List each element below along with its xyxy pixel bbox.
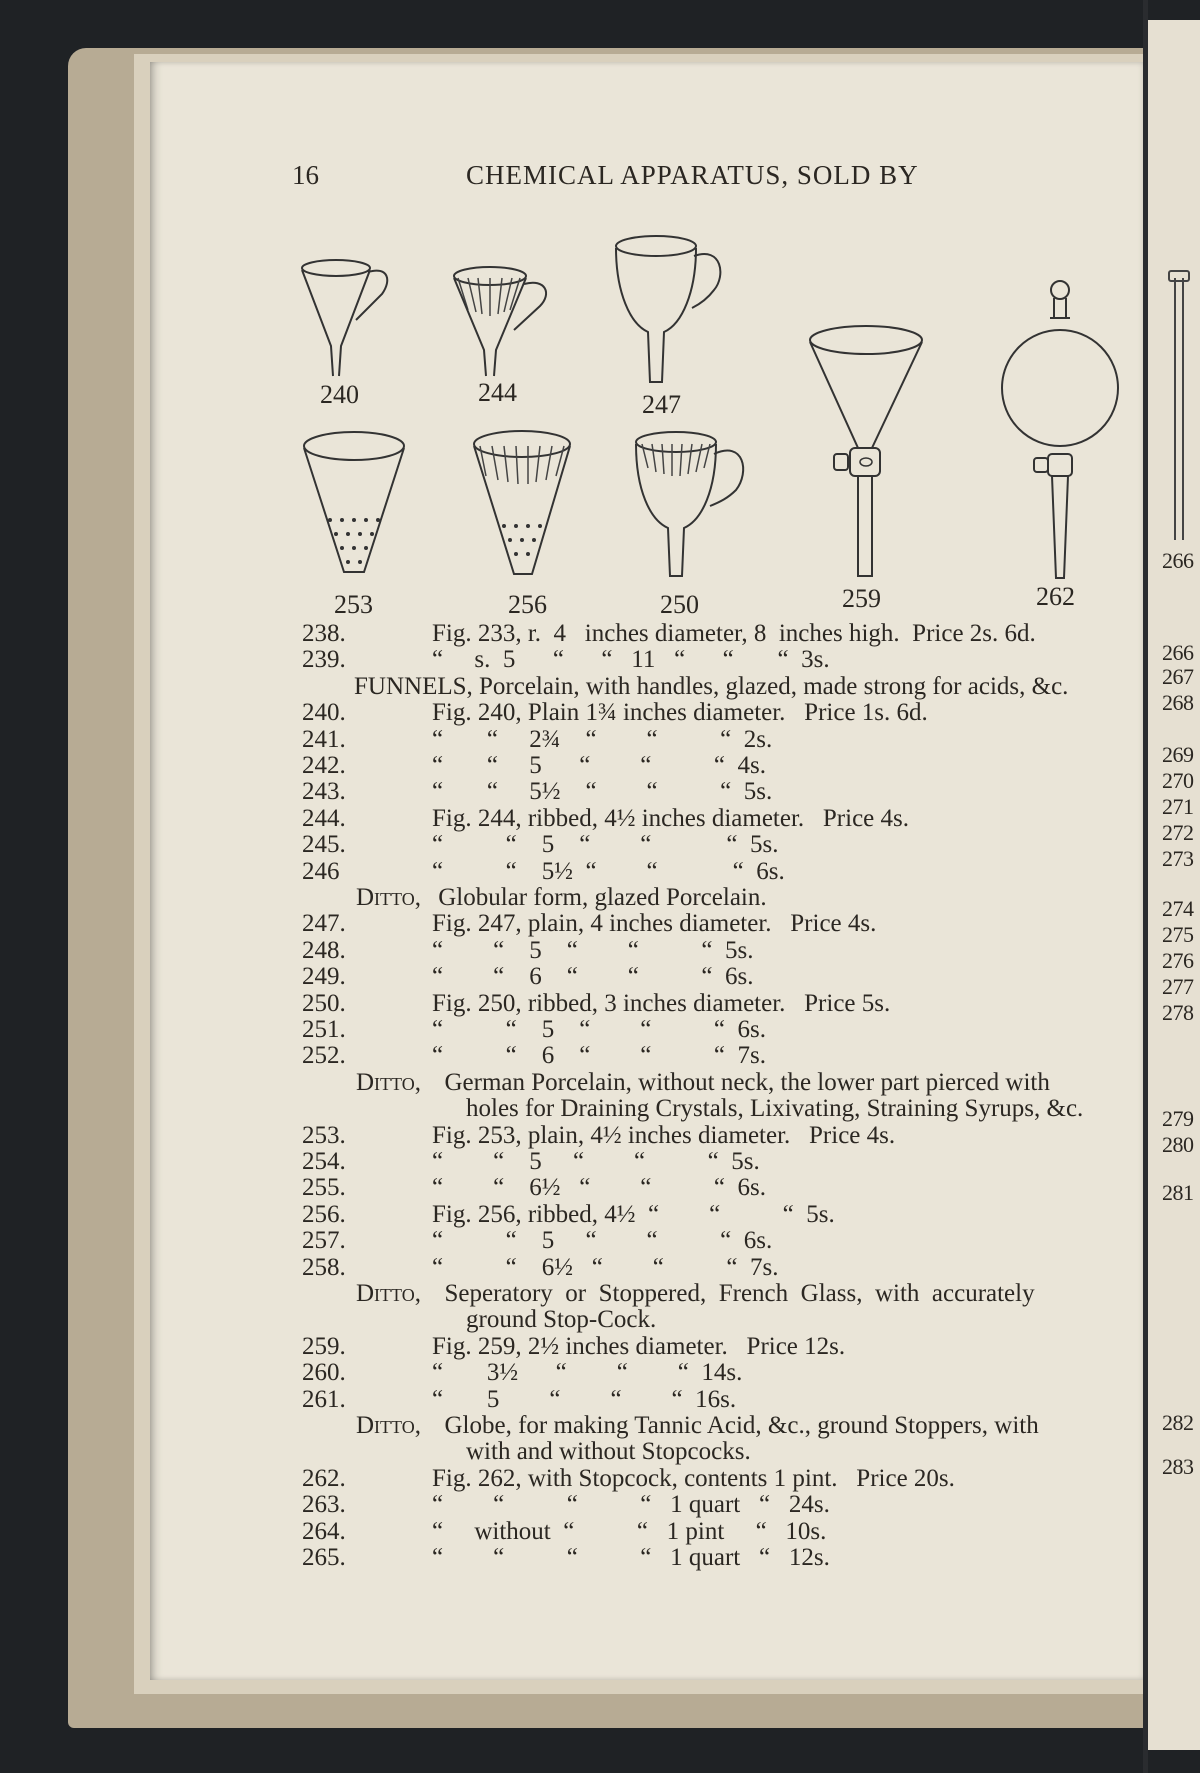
entry-text: “ “ 5 “ “ “ 6s. <box>432 1016 766 1043</box>
entry-number: 247. <box>302 910 346 938</box>
facing-page-number: 282 <box>1162 1410 1194 1435</box>
entry-number: 252. <box>302 1042 346 1070</box>
facing-page-number: 268 <box>1162 690 1194 715</box>
entry-text: “ “ 5½ “ “ “ 5s. <box>432 778 773 806</box>
section-heading: German Porcelain, without neck, the lower part pierced with <box>432 1068 1050 1096</box>
entry-number: 241. <box>302 725 346 753</box>
entry-text: “ “ 5 “ “ “ 6s. <box>432 1227 773 1255</box>
section-heading: FUNNELS, Porcelain, with handles, glazed, made strong for acids, &c. <box>354 672 1069 700</box>
entry-number: 265. <box>302 1544 346 1571</box>
entry-text: “ 5 “ “ “ 16s. <box>432 1385 737 1413</box>
entry-text: “ without “ “ 1 pint “ 10s. <box>432 1517 827 1545</box>
facing-page-number: 267 <box>1162 664 1194 689</box>
entry-number: 261. <box>302 1385 346 1413</box>
entry-number: 249. <box>302 963 346 991</box>
entry-text: Fig. 240, Plain 1¾ inches diameter. Price 1s. 6d. <box>432 699 928 727</box>
entry-text: “ “ 2¾ “ “ “ 2s. <box>432 725 773 753</box>
entry-text: “ 3½ “ “ “ 14s. <box>432 1359 743 1387</box>
entry-text: “ “ 5 “ “ “ 4s. <box>432 752 766 779</box>
running-head-title: CHEMICAL APPARATUS, SOLD BY <box>466 160 919 190</box>
entry-number: 254. <box>302 1148 346 1175</box>
entry-number: 239. <box>302 646 346 674</box>
facing-page-number: 277 <box>1162 974 1194 999</box>
entry-number: 250. <box>302 989 346 1017</box>
entry-number: 244. <box>302 804 346 832</box>
funnel-247-illustration <box>608 232 726 390</box>
page-number: 16 <box>292 160 319 190</box>
globe-funnel-262-illustration <box>1000 278 1120 586</box>
figure-label-250: 250 <box>660 590 699 619</box>
entry-text: Fig. 247, plain, 4 inches diameter. Price 4s. <box>432 910 877 938</box>
entry-number: 251. <box>302 1016 346 1043</box>
entry-text: Fig. 262, with Stopcock, contents 1 pint. Price 20s. <box>432 1464 955 1492</box>
figure-label-262: 262 <box>1036 582 1075 611</box>
facing-page-number: 266 <box>1162 640 1194 665</box>
facing-page-number: 271 <box>1162 794 1194 819</box>
entry-text: “ s. 5 “ “ 11 “ “ “ 3s. <box>432 646 830 674</box>
facing-page-number: 266 <box>1162 548 1194 573</box>
entry-text: “ “ “ “ 1 quart “ 24s. <box>432 1491 830 1519</box>
funnel-244-illustration <box>448 264 558 380</box>
entry-text: “ “ 6½ “ “ “ 7s. <box>432 1253 779 1281</box>
ditto-label: Ditto, <box>356 884 421 911</box>
separatory-funnel-259-illustration <box>806 324 928 582</box>
entry-number: 248. <box>302 936 346 964</box>
entry-number: 262. <box>302 1464 346 1492</box>
facing-page-number: 281 <box>1162 1180 1194 1205</box>
section-heading: Globe, for making Tannic Acid, &c., ground Stoppers, with <box>432 1412 1039 1439</box>
entry-number: 260. <box>302 1359 346 1387</box>
facing-page-apparatus-rod <box>1174 278 1184 540</box>
funnel-240-illustration <box>296 258 396 378</box>
figure-label-244: 244 <box>478 378 517 407</box>
entry-number: 256. <box>302 1200 346 1228</box>
entry-text: “ “ 6 “ “ “ 7s. <box>432 1042 766 1070</box>
entry-text: “ “ 6½ “ “ “ 6s. <box>432 1174 766 1202</box>
section-heading: Globular form, glazed Porcelain. <box>432 884 767 911</box>
figure-label-247: 247 <box>642 390 681 419</box>
entry-number: 264. <box>302 1517 346 1545</box>
facing-page-number: 269 <box>1162 742 1194 767</box>
ditto-label: Ditto, <box>356 1280 421 1307</box>
facing-page-number: 272 <box>1162 820 1194 845</box>
facing-page-number: 275 <box>1162 922 1194 947</box>
facing-page-number: 279 <box>1162 1106 1194 1131</box>
entry-number: 245. <box>302 831 346 859</box>
section-heading-continuation: ground Stop-Cock. <box>466 1306 657 1334</box>
facing-page-number: 283 <box>1162 1454 1194 1479</box>
facing-page-number: 278 <box>1162 1000 1194 1025</box>
entry-number: 255. <box>302 1174 346 1202</box>
funnel-250-illustration <box>628 428 750 580</box>
entry-number: 257. <box>302 1227 346 1255</box>
entry-number: 259. <box>302 1332 346 1360</box>
entry-number: 243. <box>302 778 346 806</box>
entry-number: 246 <box>302 857 340 885</box>
figure-label-259: 259 <box>842 584 881 613</box>
entry-number: 263. <box>302 1491 346 1519</box>
figure-label-256: 256 <box>508 590 547 619</box>
facing-page-number: 273 <box>1162 846 1194 871</box>
entry-number: 238. <box>302 620 346 647</box>
entry-number: 258. <box>302 1253 346 1281</box>
section-heading-continuation: holes for Draining Crystals, Lixivating, Straining Syrups, &c. <box>466 1095 1084 1123</box>
entry-text: “ “ 5½ “ “ “ 6s. <box>432 857 785 885</box>
section-heading: Seperatory or Stoppered, French Glass, with accurately <box>432 1280 1035 1307</box>
entry-text: Fig. 244, ribbed, 4½ inches diameter. Price 4s. <box>432 804 910 832</box>
entry-text: Fig. 259, 2½ inches diameter. Price 12s. <box>432 1332 846 1360</box>
entry-text: “ “ “ “ 1 quart “ 12s. <box>432 1544 830 1571</box>
section-heading-continuation: with and without Stopcocks. <box>466 1438 751 1466</box>
entry-text: Fig. 253, plain, 4½ inches diameter. Price 4s. <box>432 1121 896 1149</box>
facing-page-number: 270 <box>1162 768 1194 793</box>
entry-text: Fig. 250, ribbed, 3 inches diameter. Price 5s. <box>432 989 891 1017</box>
entry-text: Fig. 233, r. 4 inches diameter, 8 inches high. Price 2s. 6d. <box>432 620 1036 647</box>
funnel-256-illustration <box>470 426 578 580</box>
facing-page-number: 274 <box>1162 896 1194 921</box>
entry-number: 253. <box>302 1121 346 1149</box>
ditto-label: Ditto, <box>356 1412 421 1439</box>
figure-label-240: 240 <box>320 380 359 409</box>
entry-text: “ “ 5 “ “ “ 5s. <box>432 1148 760 1175</box>
entry-text: “ “ 5 “ “ “ 5s. <box>432 936 754 964</box>
figure-label-253: 253 <box>334 590 373 619</box>
funnel-253-illustration <box>300 428 412 578</box>
facing-page-number: 280 <box>1162 1132 1194 1157</box>
entry-text: “ “ 5 “ “ “ 5s. <box>432 831 779 859</box>
entry-number: 242. <box>302 752 346 779</box>
entry-number: 240. <box>302 699 346 727</box>
facing-page-number: 276 <box>1162 948 1194 973</box>
entry-text: Fig. 256, ribbed, 4½ “ “ “ 5s. <box>432 1200 835 1228</box>
ditto-label: Ditto, <box>356 1068 421 1096</box>
entry-text: “ “ 6 “ “ “ 6s. <box>432 963 754 991</box>
